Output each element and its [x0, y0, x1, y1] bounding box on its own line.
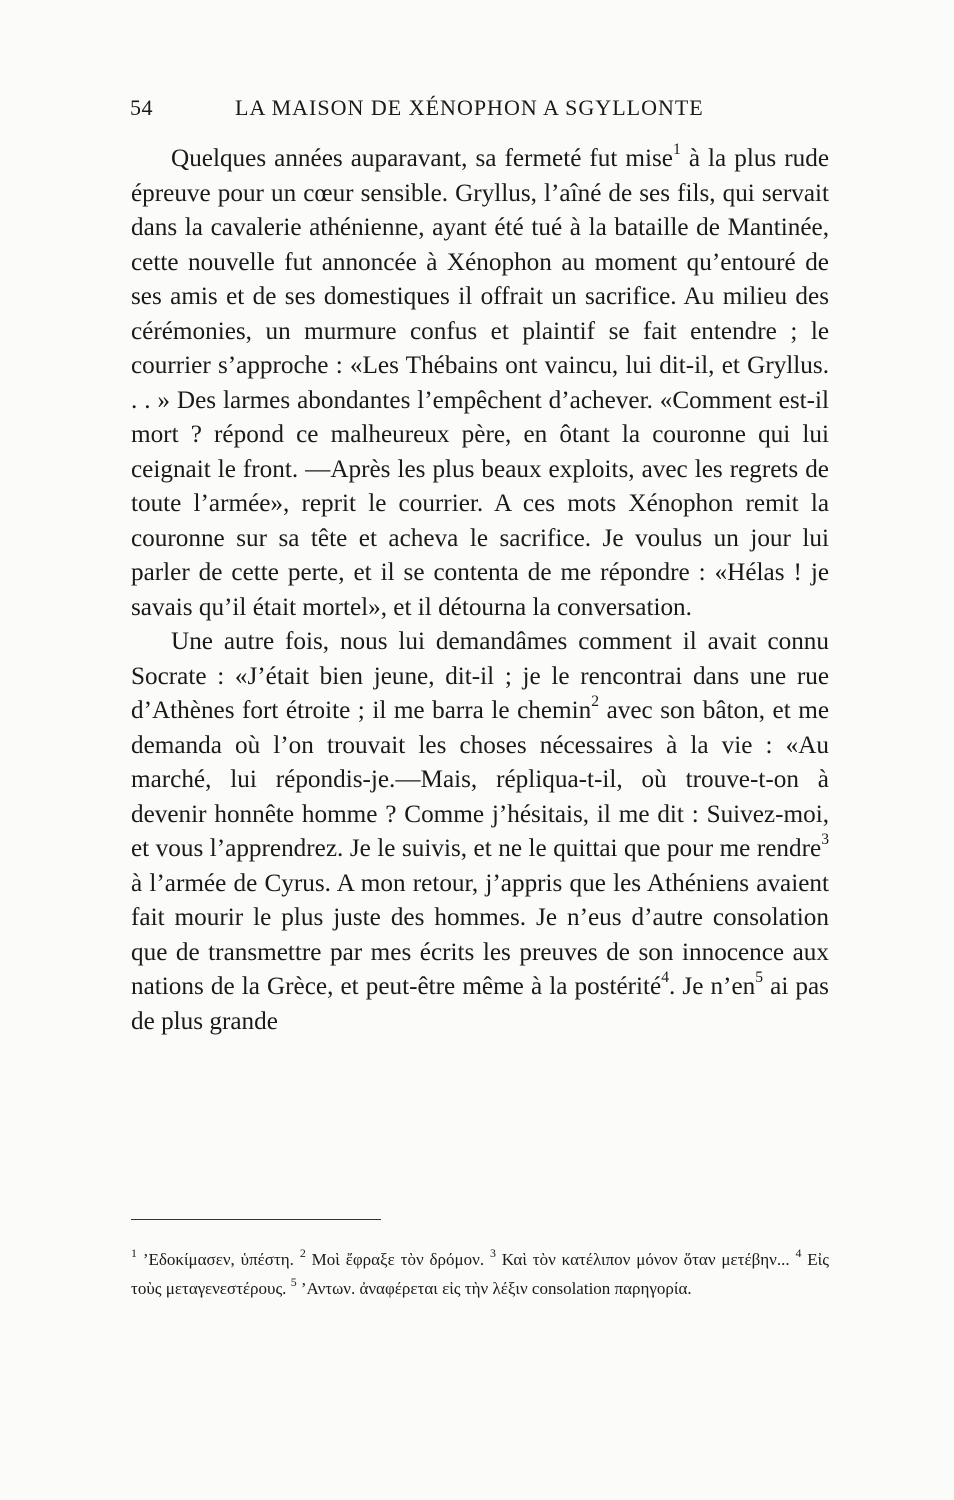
text-run: à la plus rude épreuve pour un cœur sensible. Gryllus, l’aîné de ses fils, qui servait dans la cavalerie athénienne, ayant été tué à la bataille de Mantinée, cette nouvelle fut annoncée à Xénophon au moment qu’entouré de ses amis et de ses domestiques il offrait un sacrifice. Au milieu des cérémonies, un murmure confus et plaintif se fait entendre ; le courrier s’approche : «Les Thébains ont vaincu, lui dit-il, et Gryllus. . . » Des larmes abondantes l’empêchent d’achever. «Comment est-il mort ? répond ce malheureux père, en ôtant la couronne qui lui ceignait le front. —Après les plus beaux exploits, avec les regrets de toute l’armée», reprit le courrier. A ces mots Xénophon remit la couronne sur sa tête et acheva le sacrifice. Je voulus un jour lui parler de cette perte, et il se contenta de me répondre : «Hélas ! je savais qu’il était mortel», et il détourna la conversation. [131, 145, 829, 621]
footnote-text: Καὶ τὸν κατέλιπον μόνον ὅταν μετέβην... [495, 1250, 796, 1269]
footnote-text: Μοὶ ἔφραξε τὸν δρόμον. [305, 1250, 490, 1269]
footnote-divider [131, 1219, 381, 1220]
footnote-ref: 2 [591, 693, 600, 711]
text-run: Quelques années auparavant, sa fermeté fut mise [171, 145, 673, 172]
page-header [130, 95, 830, 125]
footnote-ref: 3 [821, 831, 829, 849]
text-run: . Je n’en [669, 973, 756, 1000]
footnote-text: ’Αντων. ἀναφέρεται εἰς τὴν λέξιν consolation παρηγορία. [296, 1279, 692, 1298]
footnotes [131, 1245, 829, 1303]
paragraph [131, 625, 829, 1039]
text-run: Une autre fois, nous lui demandâmes comment il avait connu Socrate : «J’était bien jeune, dit-il ; je le rencontrai dans une rue d’Athènes fort étroite ; il me barra le chemin [131, 628, 829, 724]
footnote-marker: 1 [131, 1245, 137, 1260]
text-run: avec son bâton, et me demanda où l’on trouvait les choses nécessaires à la vie : «Au marché, lui répondis-je.—Mais, répliqua-t-il, où trouve-t-on à devenir honnête homme ? Comme j’hésitais, il me dit : Suivez-moi, et vous l’apprendrez. Je le suivis, et ne le quittai que pour me rendre [131, 697, 829, 862]
footnote-text: Εἰς τοὺς μεταγενεστέρους. [131, 1250, 829, 1298]
page-number: 54 [130, 95, 153, 120]
text-run: à l’armée de Cyrus. A mon retour, j’appris que les Athéniens avaient fait mourir le plus juste des hommes. Je n’eus d’autre consolation que de transmettre par mes écrits les preuves de son innocence aux nations de la Grèce, et peut-être même à la postérité [131, 869, 829, 1000]
footnote-ref: 5 [755, 969, 764, 987]
paragraph [131, 142, 829, 625]
footnote-text: ’Εδοκίμασεν, ὑπέστη. [136, 1250, 300, 1269]
main-text [131, 142, 829, 1039]
footnote-ref: 1 [673, 141, 681, 159]
footnote-marker: 5 [290, 1274, 297, 1289]
footnote-ref: 4 [661, 969, 670, 987]
running-title: LA MAISON DE XÉNOPHON A SGYLLONTE [235, 95, 704, 120]
text-run: ai pas de plus grande [131, 973, 829, 1035]
footnote-marker: 2 [299, 1245, 306, 1260]
footnote-marker: 3 [489, 1245, 496, 1260]
footnote-marker: 4 [795, 1245, 802, 1260]
